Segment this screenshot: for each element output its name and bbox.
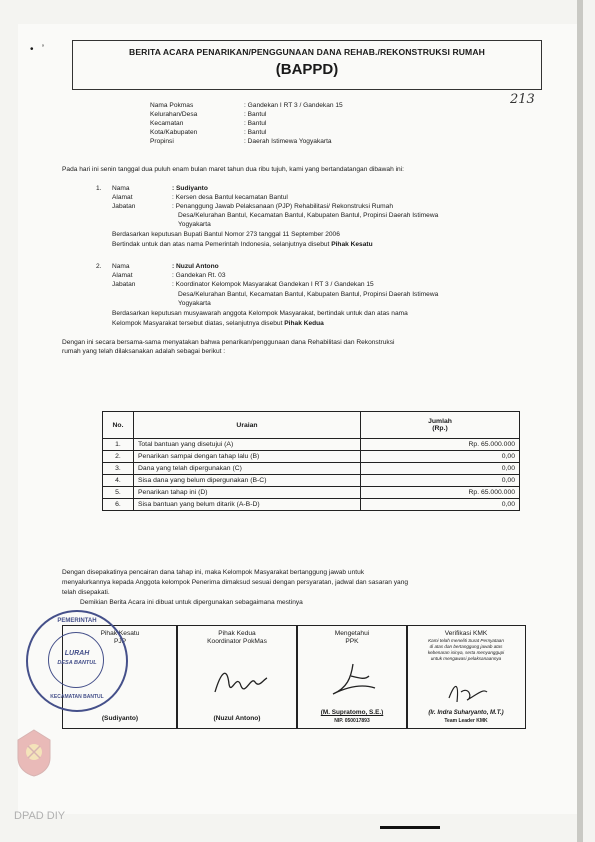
label-alamat: Alamat bbox=[112, 272, 133, 279]
header-jumlah-unit: (Rp.) bbox=[432, 425, 448, 432]
sig-nip: NIP. 050017893 bbox=[334, 718, 370, 724]
party-two-role-text: Kelompok Masyarakat tersebut diatas, selanjutnya disebut bbox=[112, 320, 285, 327]
document-code: (BAPPD) bbox=[275, 61, 339, 78]
row-no: 1. bbox=[103, 439, 134, 451]
table-row bbox=[103, 499, 520, 511]
party-two-role bbox=[112, 319, 324, 328]
row-jumlah: 0,00 bbox=[361, 475, 520, 487]
sig-subtitle: PJP bbox=[113, 638, 127, 645]
party-one-name: : Sudiyanto bbox=[172, 185, 208, 192]
table-row bbox=[103, 487, 520, 499]
row-uraian: Dana yang telah dipergunakan (C) bbox=[134, 463, 361, 475]
stamp-mid-text-2: DESA BANTUL bbox=[57, 660, 97, 666]
signature-block-verifikasi bbox=[406, 625, 526, 729]
party-one-role bbox=[112, 240, 373, 249]
paper-edge bbox=[577, 0, 583, 842]
info-label: Kecamatan bbox=[150, 120, 184, 127]
label-jabatan: Jabatan bbox=[112, 203, 136, 210]
row-jumlah: 0,00 bbox=[361, 463, 520, 475]
signature-scribble bbox=[443, 678, 493, 708]
sig-title: Verifikasi KMK bbox=[444, 630, 488, 637]
document-title: BERITA ACARA PENARIKAN/PENGGUNAAN DANA REHAB./REKONSTRUKSI RUMAH bbox=[129, 47, 485, 57]
sig-title: Pihak Kesatu bbox=[100, 630, 140, 637]
info-label: Kota/Kabupaten bbox=[150, 129, 198, 136]
label-alamat: Alamat bbox=[112, 194, 133, 201]
party-number: 1. bbox=[96, 185, 102, 192]
label-nama: Nama bbox=[112, 185, 130, 192]
stamp-bottom-text: KECAMATAN BANTUL bbox=[50, 694, 104, 700]
sig-title: Mengetahui bbox=[334, 630, 370, 637]
party-one-position: : Penanggung Jawab Pelaksanaan (PJP) Rehabilitasi/ Rekonstruksi Rumah bbox=[172, 203, 394, 210]
party-two-position: : Koordinator Kelompok Masyarakat Gandekan I RT 3 / Gandekan 15 bbox=[172, 281, 374, 288]
row-no: 5. bbox=[103, 487, 134, 499]
info-label: Kelurahan/Desa bbox=[150, 111, 198, 118]
row-uraian: Penarikan tahap ini (D) bbox=[134, 487, 361, 499]
signature-block-mengetahui bbox=[296, 625, 408, 729]
info-value: : Bantul bbox=[244, 120, 267, 127]
header-jumlah bbox=[361, 412, 520, 439]
statement-line-1: Dengan ini secara bersama-sama menyatakan bahwa penarikan/penggunaan dana Rehabilitasi dan Rekonstruksi bbox=[62, 339, 395, 346]
fund-table bbox=[102, 411, 520, 511]
verification-line: di atas dan bertanggung jawab atas bbox=[429, 644, 503, 649]
party-one-basis: Berdasarkan keputusan Bupati Bantul Nomor 273 tanggal 11 September 2006 bbox=[112, 231, 340, 238]
info-value: : Bantul bbox=[244, 129, 267, 136]
party-one-role-text: Bertindak untuk dan atas nama Pemerintah Indonesia, selanjutnya disebut bbox=[112, 241, 332, 248]
info-label: Nama Pokmas bbox=[150, 102, 194, 109]
party-one-position-line3: Yogyakarta bbox=[178, 221, 211, 228]
row-uraian: Total bantuan yang disetujui (A) bbox=[134, 439, 361, 451]
table-header-row bbox=[103, 412, 520, 439]
row-jumlah: Rp. 65.000.000 bbox=[361, 487, 520, 499]
sig-name: (M. Supratomo, S.E.) bbox=[320, 709, 384, 716]
row-jumlah: 0,00 bbox=[361, 499, 520, 511]
party-number: 2. bbox=[96, 263, 102, 270]
intro-text: Pada hari ini senin tanggal dua puluh enam bulan maret tahun dua ribu tujuh, kami yang bertandatangan dibawah ini: bbox=[62, 166, 405, 173]
row-uraian: Sisa bantuan yang belum ditarik (A-B-D) bbox=[134, 499, 361, 511]
header-uraian: Uraian bbox=[134, 412, 361, 439]
info-label: Propinsi bbox=[150, 138, 174, 145]
table-row bbox=[103, 475, 520, 487]
party-one-designation: Pihak Kesatu bbox=[331, 241, 373, 248]
handwritten-page-number: 213 bbox=[510, 92, 535, 107]
stamp-top-text: PEMERINTAH bbox=[57, 618, 97, 624]
party-two-position-line2: Desa/Kelurahan Bantul, Kecamatan Bantul, Kabupaten Bantul, Propinsi Daerah Istimewa bbox=[178, 291, 439, 298]
label-jabatan: Jabatan bbox=[112, 281, 136, 288]
party-two-address: : Gandekan Rt. 03 bbox=[172, 272, 226, 279]
table-row bbox=[103, 439, 520, 451]
scan-specks: • ʼ bbox=[30, 44, 45, 55]
row-no: 2. bbox=[103, 451, 134, 463]
verification-line: kebenaran isinya, serta menyanggupi bbox=[427, 650, 505, 655]
header-no: No. bbox=[103, 412, 134, 439]
closing-line-1: Dengan disepakatinya pencairan dana tahap ini, maka Kelompok Masyarakat bertanggung jawab untuk bbox=[62, 569, 365, 576]
row-no: 6. bbox=[103, 499, 134, 511]
closing-line-2: menyalurkannya kepada Anggota kelompok Penerima dimaksud sesuai dengan persyaratan, jadwal dan sasaran yang bbox=[62, 579, 409, 586]
row-jumlah: 0,00 bbox=[361, 451, 520, 463]
stamp-mid-text: LURAH bbox=[64, 650, 90, 657]
verification-line: untuk mengawasi pelaksanaannya bbox=[430, 656, 502, 661]
dpad-logo-watermark bbox=[14, 728, 54, 778]
label-nama: Nama bbox=[112, 263, 130, 270]
sig-name: (Sudiyanto) bbox=[101, 715, 139, 722]
party-two-basis: Berdasarkan keputusan musyawarah anggota Kelompok Masyarakat, bertindak untuk dan atas nama bbox=[112, 310, 408, 317]
signature-block-pihak-kedua bbox=[176, 625, 298, 729]
sig-title: Pihak Kedua bbox=[218, 630, 256, 637]
closing-line-4: Demikian Berita Acara ini dibuat untuk dipergunakan sebagaimana mestinya bbox=[80, 599, 303, 606]
party-one-position-line2: Desa/Kelurahan Bantul, Kecamatan Bantul, Kabupaten Bantul, Propinsi Daerah Istimewa bbox=[178, 212, 439, 219]
row-no: 3. bbox=[103, 463, 134, 475]
party-two-designation: Pihak Kedua bbox=[284, 320, 324, 327]
signature-scribble bbox=[211, 662, 271, 702]
official-stamp bbox=[26, 610, 128, 712]
party-two-position-line3: Yogyakarta bbox=[178, 300, 211, 307]
row-no: 4. bbox=[103, 475, 134, 487]
sig-role: Team Leader KMK bbox=[444, 718, 488, 724]
sig-name: (Nuzul Antono) bbox=[213, 715, 261, 722]
row-uraian: Penarikan sampai dengan tahap lalu (B) bbox=[134, 451, 361, 463]
document-header bbox=[72, 40, 542, 90]
info-value: : Bantul bbox=[244, 111, 267, 118]
watermark-text: DPAD DIY bbox=[14, 810, 66, 822]
info-value: : Daerah Istimewa Yogyakarta bbox=[244, 138, 332, 145]
sig-name: (Ir. Indra Suharyanto, M.T.) bbox=[428, 710, 504, 716]
table-row bbox=[103, 451, 520, 463]
party-two-name: : Nuzul Antono bbox=[172, 263, 219, 270]
table-row bbox=[103, 463, 520, 475]
sig-subtitle: PPK bbox=[345, 638, 359, 645]
closing-line-3: telah disepakati. bbox=[62, 589, 110, 596]
party-one-address: : Kersen desa Bantul kecamatan Bantul bbox=[172, 194, 288, 201]
verification-statement bbox=[407, 638, 525, 662]
info-value: : Gandekan I RT 3 / Gandekan 15 bbox=[244, 102, 343, 109]
statement-line-2: rumah yang telah dilaksanakan adalah sebagai berikut : bbox=[62, 348, 226, 355]
verification-line: Kami telah meneliti Surat Pernyataan bbox=[428, 638, 504, 643]
signature-scribble bbox=[323, 662, 383, 702]
scan-bar bbox=[380, 826, 440, 829]
row-jumlah: Rp. 65.000.000 bbox=[361, 439, 520, 451]
header-jumlah-label: Jumlah bbox=[428, 418, 452, 425]
sig-subtitle: Koordinator PokMas bbox=[207, 638, 267, 645]
row-uraian: Sisa dana yang belum dipergunakan (B-C) bbox=[134, 475, 361, 487]
